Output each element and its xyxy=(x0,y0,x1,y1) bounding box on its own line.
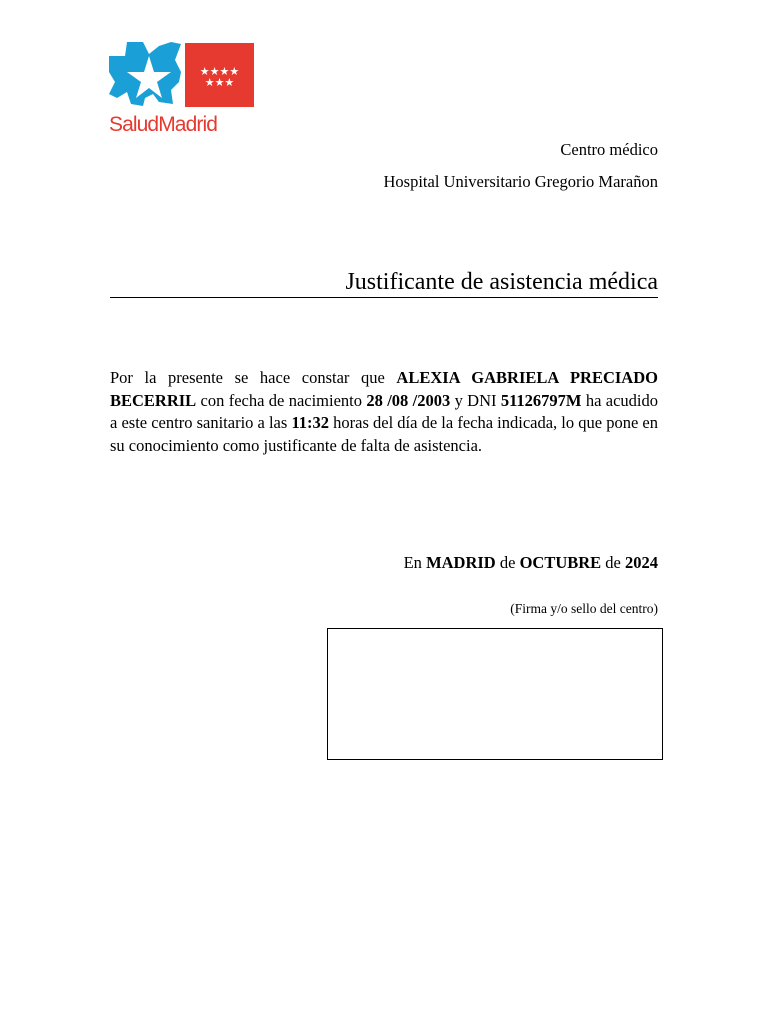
place-en: En xyxy=(403,553,427,572)
logo-word-madrid: Madrid xyxy=(158,113,218,136)
attendance-time: 11:32 xyxy=(291,413,330,432)
place-date-line xyxy=(404,552,658,574)
logo-wordmark xyxy=(109,113,217,137)
certificate-body xyxy=(110,367,658,457)
birth-date: 28 /08 /2003 xyxy=(366,390,451,410)
logo-word-salud: Salud xyxy=(109,113,159,136)
salud-madrid-emblem-icon xyxy=(109,42,259,110)
document-title: Justificante de asistencia médica xyxy=(345,269,658,295)
title-underline xyxy=(110,297,658,298)
svg-text:★★★: ★★★ xyxy=(204,76,235,89)
place-de-1: de xyxy=(495,553,520,572)
center-info xyxy=(384,134,658,198)
body-text-4: ha acudido a este centro sanitario a las xyxy=(110,390,659,432)
patient-name: ALEXIA GABRIELA PRECIADO BECERRIL xyxy=(110,368,658,410)
salud-madrid-logo xyxy=(109,42,259,138)
svg-text:★★★★: ★★★★ xyxy=(199,65,240,78)
body-text-1: Por la presente se hace constar que xyxy=(110,368,397,387)
body-text-3: y DNI xyxy=(450,390,501,410)
body-text-5: horas del día de la fecha indicada, lo que pone en su conocimiento como justificante de falta de asistencia. xyxy=(110,413,658,455)
place-city: MADRID xyxy=(426,553,496,572)
date-month: OCTUBRE xyxy=(519,553,602,572)
signature-box xyxy=(327,628,663,760)
center-label: Centro médico xyxy=(560,140,658,159)
date-year: 2024 xyxy=(625,553,658,572)
body-text-2: con fecha de nacimiento xyxy=(196,390,367,410)
signature-label: (Firma y/o sello del centro) xyxy=(510,601,658,616)
dni-number: 51126797M xyxy=(500,390,582,410)
hospital-name: Hospital Universitario Gregorio Marañon xyxy=(383,172,658,191)
place-de-2: de xyxy=(601,553,625,572)
